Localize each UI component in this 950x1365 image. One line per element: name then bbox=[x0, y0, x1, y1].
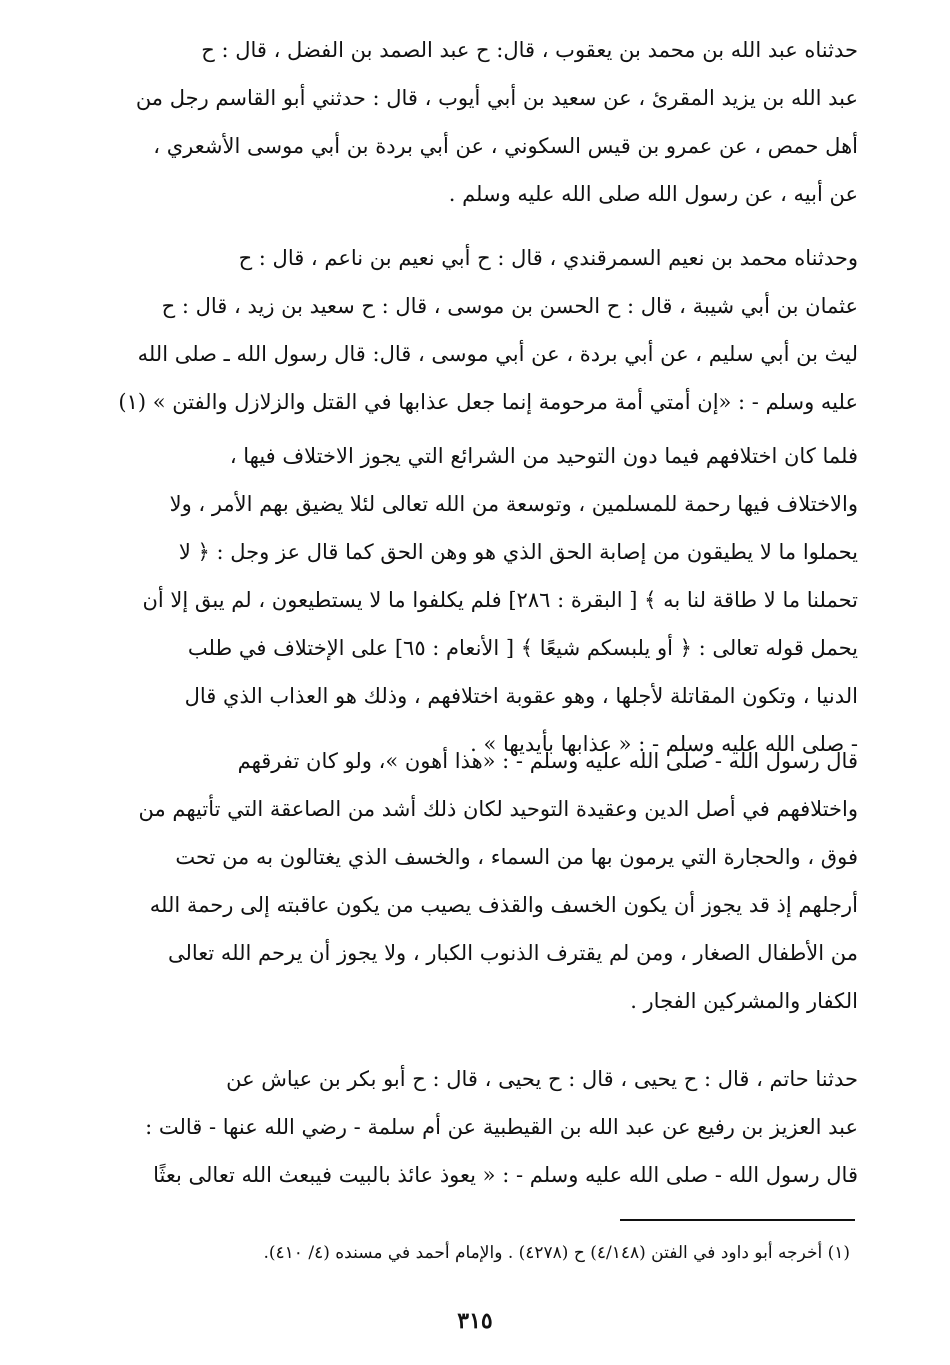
paragraph-1 bbox=[118, 26, 858, 218]
text-line: قال رسول الله - صلى الله عليه وسلم - : «هذا أهون »، ولو كان تفرقهم bbox=[237, 749, 858, 773]
text-line: قال رسول الله - صلى الله عليه وسلم - : « يعوذ عائذ بالبيت فيبعث الله تعالى بعثًا bbox=[153, 1163, 858, 1187]
text-line: واختلافهم في أصل الدين وعقيدة التوحيد لكان ذلك أشد من الصاعقة التي تأتيهم من bbox=[138, 797, 858, 821]
text-line: يحمل قوله تعالى : ﴿ أو يلبسكم شيعًا ﴾ [ الأنعام : ٦٥] على الإختلاف في طلب bbox=[187, 636, 858, 660]
text-line: يحملوا ما لا يطيقون من إصابة الحق الذي هو وهن الحق كما قال عز وجل : ﴿ لا bbox=[178, 540, 858, 564]
text-line: تحملنا ما لا طاقة لنا به ﴾ [ البقرة : ٢٨٦] فلم يكلفوا ما لا يستطيعون ، لم يبق إلا أن bbox=[142, 588, 858, 612]
text-line: ليث بن أبي سليم ، عن أبي بردة ، عن أبي موسى ، قال: قال رسول الله ـ صلى الله bbox=[137, 342, 858, 366]
text-line: حدثناه عبد الله بن محمد بن يعقوب ، قال: ح عبد الصمد بن الفضل ، قال : ح bbox=[201, 38, 858, 62]
footnote-divider bbox=[620, 1219, 855, 1221]
paragraph-5 bbox=[118, 1055, 858, 1199]
text-line: عن أبيه ، عن رسول الله صلى الله عليه وسلم . bbox=[448, 182, 858, 206]
text-line: والاختلاف فيها رحمة للمسلمين ، وتوسعة من الله تعالى لئلا يضيق بهم الأمر ، ولا bbox=[169, 492, 858, 516]
paragraph-3 bbox=[118, 432, 858, 768]
text-line: عثمان بن أبي شيبة ، قال : ح الحسن بن موسى ، قال : ح سعيد بن زيد ، قال : ح bbox=[161, 294, 858, 318]
text-line: الدنيا ، وتكون المقاتلة لأجلها ، وهو عقوبة اختلافهم ، وذلك هو العذاب الذي قال bbox=[184, 684, 858, 708]
text-line: عبد الله بن يزيد المقرئ ، عن سعيد بن أبي أيوب ، قال : حدثني أبو القاسم رجل من bbox=[135, 86, 858, 110]
text-line: وحدثناه محمد بن نعيم السمرقندي ، قال : ح أبي نعيم بن ناعم ، قال : ح bbox=[238, 246, 858, 270]
paragraph-4 bbox=[118, 737, 858, 1025]
text-line: فلما كان اختلافهم فيما دون التوحيد من الشرائع التي يجوز الاختلاف فيها ، bbox=[229, 444, 858, 468]
footnote: (١) أخرجه أبو داود في الفتن (٤/١٤٨) ح (٤٢٧٨) . والإمام أحمد في مسنده (٤/ ٤١٠). bbox=[263, 1243, 850, 1263]
text-line: من الأطفال الصغار ، ومن لم يقترف الذنوب الكبار ، ولا يجوز أن يرحم الله تعالى bbox=[167, 941, 858, 965]
text-line: فوق ، والحجارة التي يرمون بها من السماء ، والخسف الذي يغتالون به من تحت bbox=[175, 845, 858, 869]
text-line: الكفار والمشركين الفجار . bbox=[630, 989, 858, 1013]
text-line: عبد العزيز بن رفيع عن عبد الله بن القيطبية عن أم سلمة - رضي الله عنها - قالت : bbox=[145, 1115, 858, 1139]
text-line: - صلى الله عليه وسلم - : « عذابها بأيديها » . bbox=[470, 732, 858, 756]
text-line: عليه وسلم - : «إن أمتي أمة مرحومة إنما جعل عذابها في القتل والزلازل والفتن » (١) bbox=[118, 390, 858, 414]
text-line: أرجلهم إذ قد يجوز أن يكون الخسف والقذف يصيب من يكون عاقبته إلى رحمة الله bbox=[149, 893, 858, 917]
paragraph-2 bbox=[118, 234, 858, 426]
text-line: حدثنا حاتم ، قال : ح يحيى ، قال : ح يحيى ، قال : ح أبو بكر بن عياش عن bbox=[226, 1067, 858, 1091]
text-line: أهل حمص ، عن عمرو بن قيس السكوني ، عن أبي بردة بن أبي موسى الأشعري ، bbox=[153, 134, 858, 158]
page-number: ٣١٥ bbox=[457, 1308, 493, 1334]
